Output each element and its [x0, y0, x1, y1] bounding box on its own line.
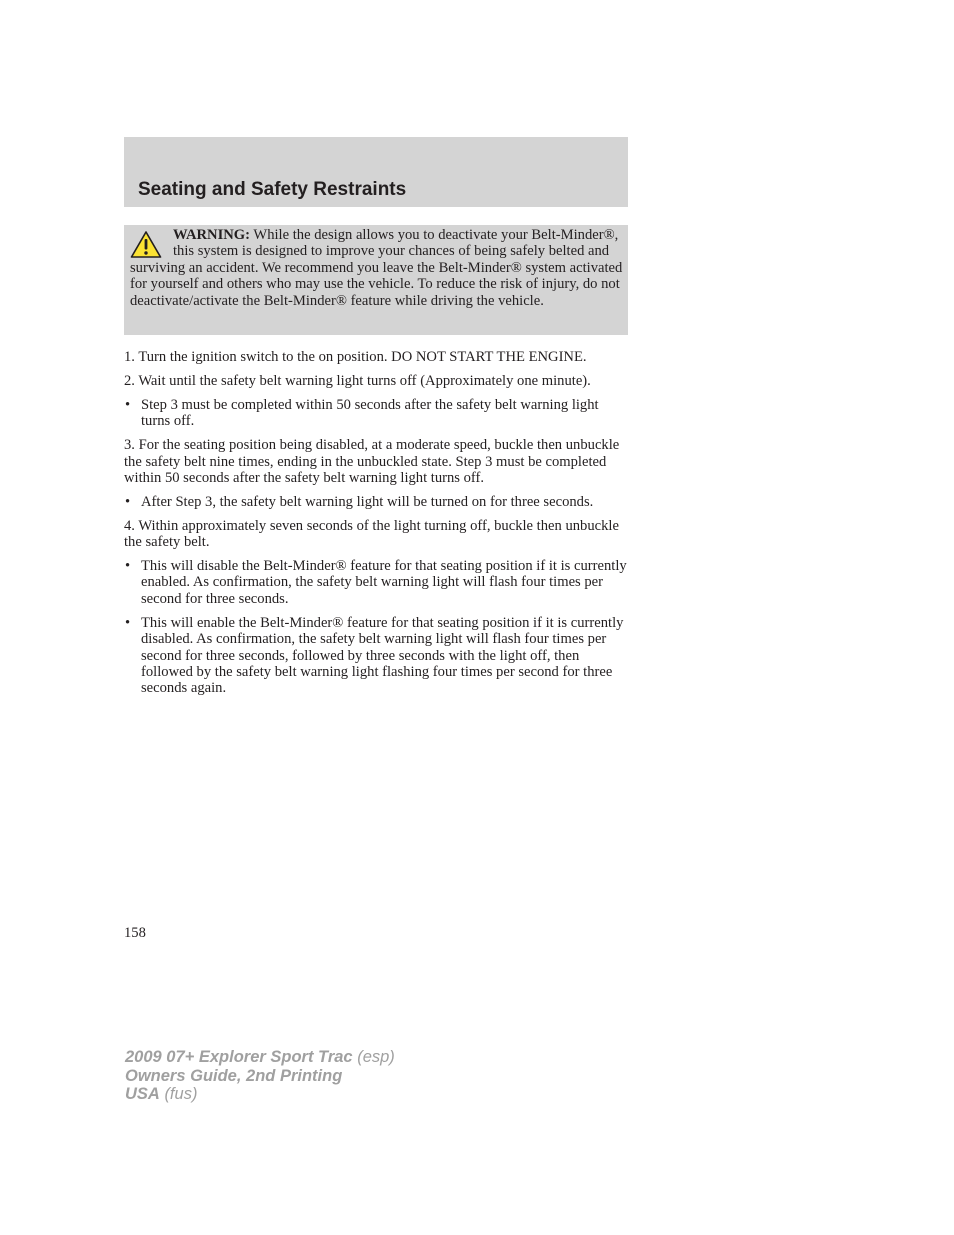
- section-title: Seating and Safety Restraints: [138, 179, 407, 200]
- warning-message: While the design allows you to deactivate your Belt-Minder®, this system is designed to improve your chances of being safely belted and surviving an accident. We recommend you leave the Belt-Minder® system activated for yourself and others who may use the vehicle. To reduce the risk of injury, do not deactivate/activate the Belt-Minder® feature while driving the vehicle.: [130, 227, 623, 309]
- bullet-dot: •: [125, 396, 131, 413]
- bullet-text: This will enable the Belt-Minder® feature for that seating position if it is currently disabled. As confirmation, the safety belt warning light will flash four times per second for three seconds, followed by three seconds with the light off, then followed by the safety belt warning light flashing four times per second for three seconds again.: [141, 614, 624, 697]
- bullet-item: [124, 615, 630, 697]
- bullet-item: [124, 494, 630, 510]
- step-2: 2. Wait until the safety belt warning light turns off (Approximately one minute).: [124, 372, 591, 389]
- footer-line-1: [125, 1048, 395, 1067]
- bullet-text: Step 3 must be completed within 50 seconds after the safety belt warning light turns off.: [141, 396, 599, 430]
- warning-box: [124, 225, 628, 335]
- footer-model-code: (esp): [357, 1048, 395, 1066]
- bullet-dot: •: [125, 558, 131, 575]
- bullet-item: [124, 397, 630, 430]
- instruction-steps: [124, 349, 630, 704]
- footer: [125, 1048, 395, 1104]
- step-4: 4. Within approximately seven seconds of the light turning off, buckle then unbuckle the safety belt.: [124, 517, 619, 551]
- warning-icon-indent: [130, 227, 173, 257]
- step-1: 1. Turn the ignition switch to the on position. DO NOT START THE ENGINE.: [124, 349, 587, 365]
- footer-market: USA: [125, 1085, 160, 1103]
- bullet-dot: •: [125, 493, 131, 510]
- page-number: 158: [124, 925, 146, 941]
- bullet-dot: •: [125, 614, 131, 631]
- warning-text: [130, 227, 624, 309]
- footer-line-3: [125, 1085, 395, 1104]
- warning-label: WARNING:: [173, 227, 251, 243]
- step-3: 3. For the seating position being disabled, at a moderate speed, buckle then unbuckle the safety belt nine times, ending in the unbuckled state. Step 3 must be completed within 50 seconds after the safety belt warning light turns off.: [124, 437, 620, 486]
- footer-line-2: Owners Guide, 2nd Printing: [125, 1066, 343, 1085]
- footer-market-code: (fus): [164, 1085, 198, 1103]
- bullet-text: This will disable the Belt-Minder® feature for that seating position if it is currently enabled. As confirmation, the safety belt warning light will flash four times per second for three seconds.: [141, 558, 627, 607]
- section-header: [124, 137, 628, 207]
- footer-model: 2009 07+ Explorer Sport Trac: [125, 1048, 353, 1066]
- bullet-text: After Step 3, the safety belt warning light will be turned on for three seconds.: [141, 493, 594, 510]
- bullet-item: [124, 558, 630, 607]
